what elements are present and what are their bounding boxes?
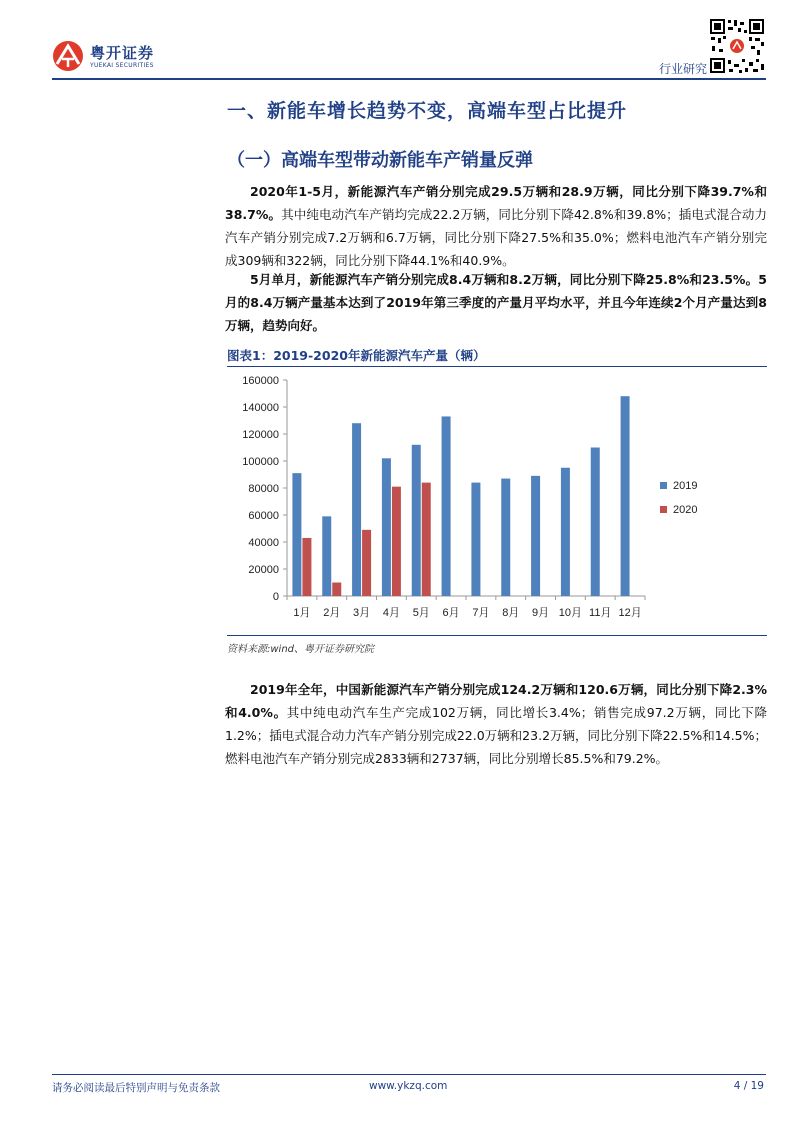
- bar-2019-8: [501, 479, 510, 596]
- paragraph-ytd-lead: 2020年1-5月，新能源汽车产销分别完成29.5万辆和28.9万辆，同比分别下降39.7%和38.7%。: [225, 184, 767, 222]
- footer-disclaimer: 请务必阅读最后特别声明与免责条款: [52, 1082, 220, 1094]
- bar-2019-11: [591, 448, 600, 597]
- y-tick-label: 140000: [242, 402, 279, 414]
- y-tick-label: 160000: [242, 375, 279, 387]
- y-tick-label: 40000: [248, 537, 279, 549]
- figure-title: 图表1：2019-2020年新能源汽车产量（辆）: [227, 348, 486, 363]
- figure-bottom-rule: [227, 635, 767, 636]
- legend-label-2019: 2019: [673, 480, 698, 492]
- x-tick-label: 2月: [323, 607, 341, 619]
- x-tick-label: 5月: [412, 607, 430, 619]
- yuekai-logo-icon: [52, 40, 84, 72]
- figure-source: 资料来源:wind、粤开证券研究院: [227, 644, 375, 655]
- bar-2020-4: [392, 487, 401, 596]
- bar-2019-2: [322, 516, 331, 596]
- paragraph-2019-detail: 其中纯电动汽车生产完成102万辆，同比增长3.4%；销售完成97.2万辆，同比下降1.2%；插电式混合动力汽车产销分别完成22.0万辆和23.2万辆，同比分别下降22.5%和14.5%；燃料电池汽车产销分别完成2833辆和2737辆，同比分别增长85.5%和79.2%。: [225, 705, 767, 766]
- paragraph-2019-sales: [225, 678, 767, 770]
- bar-2019-12: [621, 396, 630, 596]
- bar-2019-7: [471, 483, 480, 596]
- y-tick-label: 80000: [248, 483, 279, 495]
- production-bar-chart: [227, 368, 767, 632]
- paragraph-may-sales: [225, 268, 767, 337]
- bar-2019-5: [412, 445, 421, 596]
- x-tick-label: 11月: [589, 607, 612, 619]
- x-tick-label: 9月: [532, 607, 550, 619]
- bar-2020-1: [302, 538, 311, 596]
- report-category: 行业研究: [658, 62, 707, 76]
- legend-label-2020: 2020: [673, 504, 698, 516]
- bar-2020-5: [422, 483, 431, 596]
- footer-divider: [52, 1074, 766, 1075]
- x-tick-label: 4月: [382, 607, 400, 619]
- header-divider: [52, 78, 766, 80]
- x-tick-label: 7月: [472, 607, 490, 619]
- legend-swatch-2019: [660, 482, 667, 489]
- logo-english-name: YUEKAI SECURITIES: [90, 61, 154, 69]
- figure-top-rule: [227, 366, 767, 367]
- bar-2019-10: [561, 468, 570, 596]
- y-tick-label: 20000: [248, 564, 279, 576]
- paragraph-may-text: 5月单月，新能源汽车产销分别完成8.4万辆和8.2万辆，同比分别下降25.8%和23.5%。5月的8.4万辆产量基本达到了2019年第三季度的产量月平均水平，并且今年连续2个月产量达到8万辆，趋势向好。: [225, 272, 767, 333]
- company-logo: [52, 40, 154, 72]
- page-number: 4 / 19: [733, 1080, 764, 1092]
- bar-2019-1: [292, 473, 301, 596]
- x-tick-label: 10月: [558, 607, 583, 619]
- bar-2020-2: [332, 583, 341, 597]
- bar-2019-4: [382, 458, 391, 596]
- paragraph-ytd-sales: [225, 180, 767, 272]
- logo-chinese-name: 粤开证券: [90, 43, 155, 62]
- qr-code-icon: [709, 18, 765, 74]
- x-tick-label: 8月: [502, 607, 520, 619]
- footer-website[interactable]: www.ykzq.com: [369, 1080, 448, 1092]
- bar-2019-3: [352, 423, 361, 596]
- y-tick-label: 100000: [242, 456, 279, 468]
- x-tick-label: 12月: [618, 607, 642, 619]
- paragraph-ytd-detail: 其中纯电动汽车产销均完成22.2万辆，同比分别下降42.8%和39.8%；插电式混合动力汽车产销分别完成7.2万辆和6.7万辆，同比分别下降27.5%和35.0%；燃料电池汽车产销分别完成309辆和322辆，同比分别下降44.1%和40.9%。: [225, 207, 767, 268]
- y-tick-label: 120000: [242, 429, 279, 441]
- subsection-title: （一）高端车型带动新能车产销量反弹: [227, 150, 533, 171]
- paragraph-2019-lead: 2019年全年，中国新能源汽车产销分别完成124.2万辆和120.6万辆，同比分别下降2.3%和4.0%。: [225, 682, 767, 720]
- y-tick-label: 60000: [248, 510, 279, 522]
- y-tick-label: 0: [272, 591, 279, 603]
- x-tick-label: 3月: [353, 607, 371, 619]
- x-tick-label: 1月: [293, 607, 311, 619]
- bar-2019-6: [442, 416, 451, 596]
- legend-swatch-2020: [660, 506, 667, 513]
- x-tick-label: 6月: [442, 607, 460, 619]
- section-title: 一、新能车增长趋势不变，高端车型占比提升: [227, 100, 628, 122]
- bar-2019-9: [531, 476, 540, 596]
- bar-2020-3: [362, 530, 371, 596]
